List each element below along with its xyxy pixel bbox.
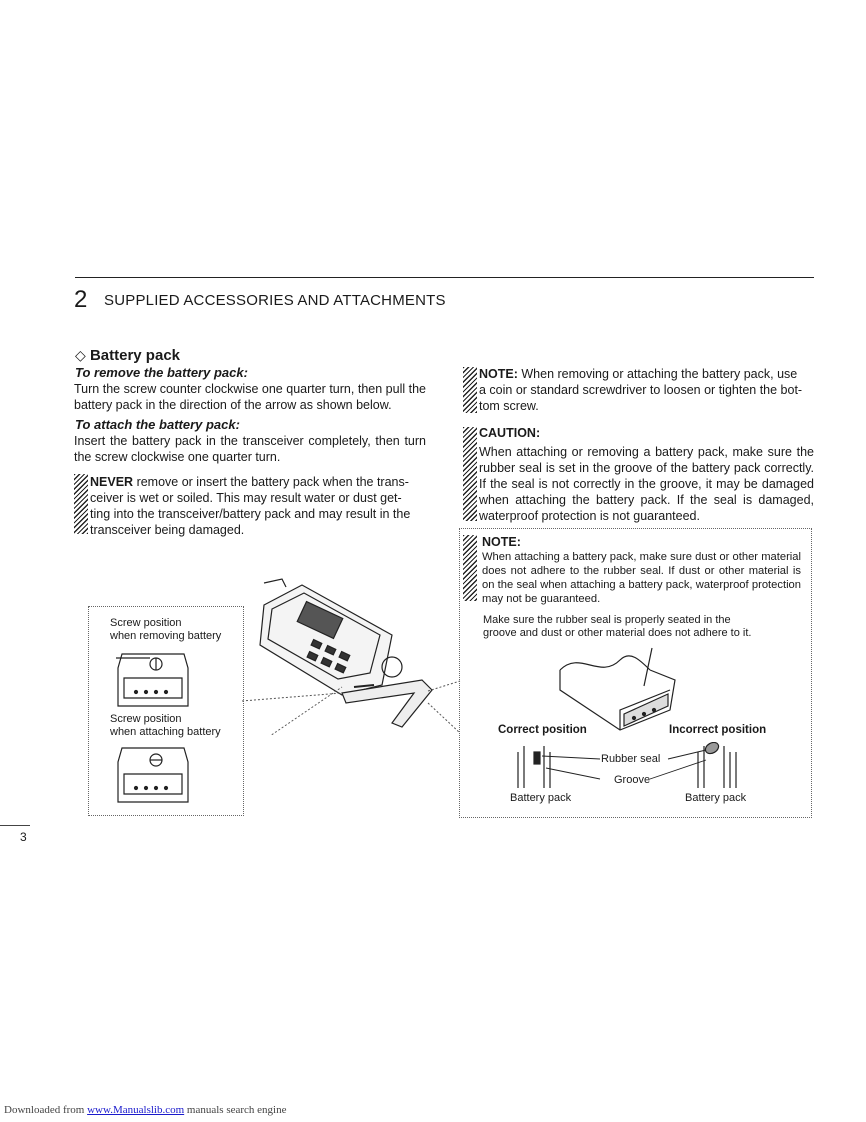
note1-line-3: tom screw. [479,399,539,413]
footer-link[interactable]: www.Manualslib.com [87,1104,185,1116]
seal-caption [483,614,751,640]
chapter-number: 2 [74,286,88,313]
note2-lead: NOTE: [482,535,521,549]
label-remove-line-1: Screw position [110,617,182,629]
seal-caption-line-1: Make sure the rubber seal is properly seated in the [483,614,731,626]
note1-line-1: When removing or attaching the battery pack, use [521,367,798,381]
chapter-rule [75,277,814,278]
note-1 [479,366,814,414]
page-number-rule [0,825,30,826]
note-hatch-marker [463,535,477,601]
remove-heading: To remove the battery pack: [75,365,248,380]
page-number: 3 [20,830,27,844]
transceiver-illustration [242,575,462,735]
note-hatch-marker [74,474,88,534]
battery-pack-label-right: Battery pack [685,792,747,804]
caution-hatch-marker [463,427,477,521]
never-lead: NEVER [90,475,134,489]
rubber-seal-label: Rubber seal [601,753,661,765]
diamond-icon: ◇ [75,347,86,363]
never-note [90,474,426,538]
never-line-1: remove or insert the battery pack when the trans- [136,475,409,489]
chapter-title: SUPPLIED ACCESSORIES AND ATTACHMENTS [104,292,446,309]
section-title [75,347,180,364]
rubber-seal-correct [534,752,540,764]
footer-prefix: Downloaded from [4,1104,85,1116]
never-line-4: transceiver being damaged. [90,523,245,537]
footer [4,1104,286,1116]
label-attach-line-1: Screw position [110,713,182,725]
caution-text: When attaching or removing a battery pack, make sure the rubber seal is set in the groove of the battery pack correctly. If the seal is not correctly in the groove, it may be damaged when attaching the battery pack. If the seal is damaged, waterproof protection is not guaranteed. [479,445,814,523]
attach-heading: To attach the battery pack: [75,417,240,432]
battery-pack-label-left: Battery pack [510,792,572,804]
caution-lead: CAUTION: [479,426,541,440]
label-attach-line-2: when attaching battery [110,726,221,738]
note2-text: When attaching a battery pack, make sure dust or other material does not adhere to the rubber seal. If dust or other material is on the seal when attaching a battery pack, waterproof protection may not be guaranteed. [482,551,801,605]
correct-position-label: Correct position [498,724,587,736]
note1-line-2: a coin or standard screwdriver to loosen or tighten the bot- [479,383,803,397]
rubber-seal-incorrect [703,742,720,756]
never-line-2: ceiver is wet or soiled. This may result water or dust get- [90,491,402,505]
remove-text: Turn the screw counter clockwise one quarter turn, then pull the battery pack in the direction of the arrow as shown below. [74,382,426,412]
battery-bottom-illustrations [88,606,242,814]
attach-text: Insert the battery pack in the transceiver completely, then turn the screw clockwise one quarter turn. [74,434,426,464]
incorrect-position-label: Incorrect position [669,724,767,736]
note1-lead: NOTE: [479,367,518,381]
never-line-3: ting into the transceiver/battery pack and may result in the [90,507,411,521]
seal-caption-line-2: groove and dust or other material does not adhere to it. [483,627,752,639]
groove-label: Groove [614,774,651,786]
section-title-text: Battery pack [89,347,180,364]
note-hatch-marker [463,367,477,413]
label-remove-line-2: when removing battery [110,630,222,642]
footer-suffix: manuals search engine [186,1104,287,1116]
